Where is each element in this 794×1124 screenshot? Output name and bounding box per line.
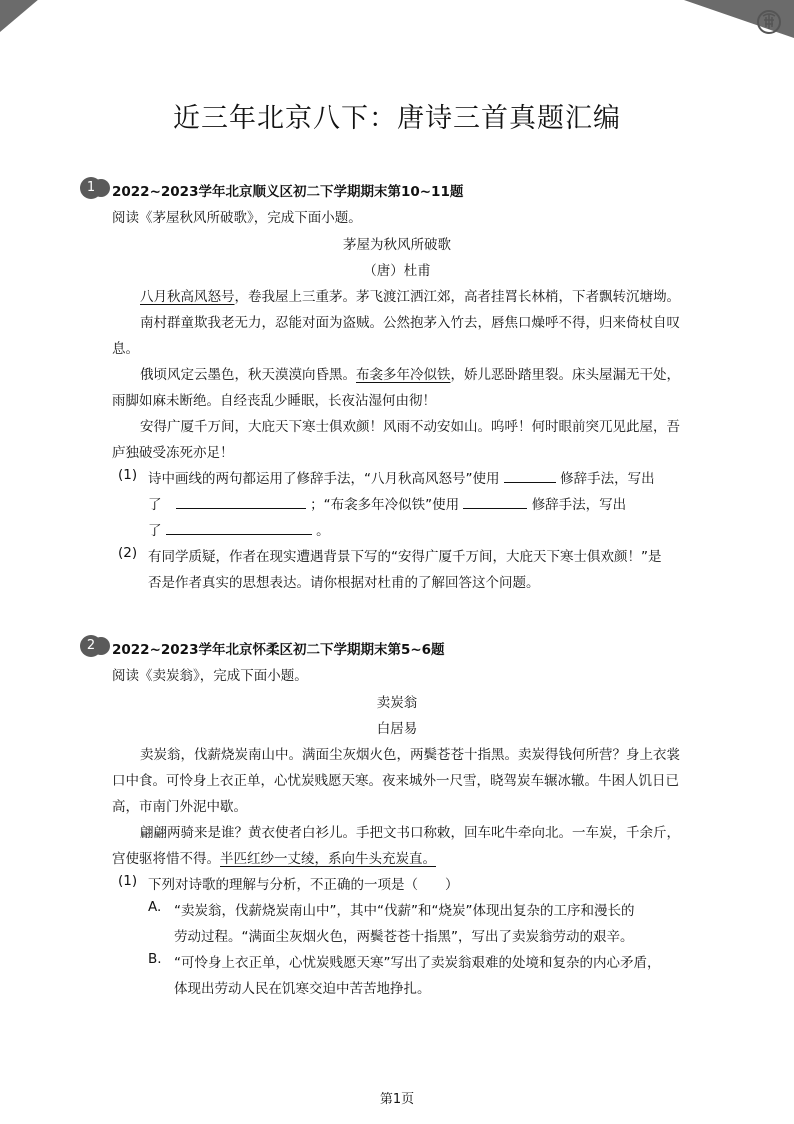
sub-question-part: 了 — [148, 523, 162, 539]
poem-line: 卖炭翁，伐薪烧炭南山中。满面尘灰烟火色，两鬓苍苍十指黑。卖炭得钱何所营？身上衣裳 — [140, 747, 680, 763]
question-intro: 阅读《卖炭翁》，完成下面小题。 — [112, 668, 308, 684]
poem-line: 南村群童欺我老无力，忍能对面为盗贼。公然抱茅入竹去，唇焦口燥呼不得，归来倚杖自叹 — [140, 315, 680, 331]
poem-title: 卖炭翁 — [376, 695, 418, 711]
sub-question-text — [148, 519, 330, 539]
sub-question-number: (1) — [118, 467, 138, 483]
question-intro: 阅读《茅屋秋风所破歌》，完成下面小题。 — [112, 210, 362, 226]
option-a-text: 劳动过程。“满面尘灰烟火色，两鬓苍苍十指黑”，写出了卖炭翁劳动的艰辛。 — [174, 929, 634, 945]
poem-line: 翩翩两骑来是谁？黄衣使者白衫儿。手把文书口称敕，回车叱牛牵向北。一车炭，千余斤， — [140, 825, 680, 841]
poem-text: ，卷我屋上三重茅。茅飞渡江洒江郊，高者挂罥长林梢，下者飘转沉塘坳。 — [234, 289, 680, 305]
answer-blank[interactable] — [463, 495, 527, 509]
sub-question-text: 否是作者真实的思想表达。请你根据对杜甫的了解回答这个问题。 — [148, 575, 540, 591]
page-number: 第1页 — [379, 1092, 415, 1107]
sub-question-part: 了 — [148, 497, 162, 513]
option-b-text: “可怜身上衣正单，心忧炭贱愿天寒”写出了卖炭翁艰难的处境和复杂的内心矛盾， — [174, 955, 661, 971]
sub-question-text: 有同学质疑，作者在现实遭遇背景下写的“安得广厦千万间，大庇天下寒士俱欢颜！”是 — [148, 549, 662, 565]
poem-line: 安得广厦千万间，大庇天下寒士俱欢颜！风雨不动安如山。呜呼！何时眼前突兀见此屋，吾 — [140, 419, 680, 435]
option-a-text: “卖炭翁，伐薪烧炭南山中”，其中“伐薪”和“烧炭”体现出复杂的工序和漫长的 — [174, 903, 635, 919]
sub-question-part: 修辞手法，写出 — [531, 497, 627, 513]
sub-question-text — [148, 493, 626, 513]
question-header: 2022~2023学年北京顺义区初二下学期期末第10~11题 — [112, 184, 464, 200]
sub-question-text: 下列对诗歌的理解与分析，不正确的一项是（ ） — [148, 877, 459, 893]
sub-question-part: ；“布衾多年冷似铁”使用 — [310, 497, 460, 513]
sub-question-part: 修辞手法，写出 — [560, 471, 655, 487]
poem-line: 庐独破受冻死亦足！ — [112, 445, 234, 461]
question-header: 2022~2023学年北京怀柔区初二下学期期末第5~6题 — [112, 642, 445, 658]
answer-blank[interactable] — [504, 469, 556, 483]
sub-question-text — [148, 467, 655, 487]
option-label-b[interactable]: B. — [148, 951, 162, 967]
underlined-phrase: 布衾多年冷似铁 — [356, 367, 451, 383]
poem-author: （唐）杜甫 — [363, 263, 431, 279]
poem-author: 白居易 — [376, 721, 418, 737]
poem-line — [140, 285, 680, 305]
underlined-phrase: 八月秋高风怒号 — [140, 289, 235, 305]
logo-icon — [754, 8, 784, 38]
question-number-badge: 1 — [80, 177, 102, 199]
poem-text: 俄顷风定云墨色，秋天漠漠向昏黑。 — [140, 367, 356, 383]
corner-decoration-left — [0, 0, 90, 32]
sub-question-part: 。 — [316, 523, 330, 539]
sub-question-number: (2) — [118, 545, 138, 561]
sub-question-part: 诗中画线的两句都运用了修辞手法，“八月秋高风怒号”使用 — [148, 471, 500, 487]
question-number-badge: 2 — [80, 635, 102, 657]
underlined-phrase: 半匹红纱一丈绫，系向牛头充炭直。 — [220, 851, 436, 867]
sub-question-number: (1) — [118, 873, 138, 889]
poem-line: 高，市南门外泥中歇。 — [112, 799, 247, 815]
poem-line — [140, 363, 680, 383]
poem-line: 息。 — [112, 341, 139, 357]
answer-blank[interactable] — [176, 495, 306, 509]
poem-title: 茅屋为秋风所破歌 — [343, 237, 451, 253]
option-label-a[interactable]: A. — [148, 899, 162, 915]
poem-line: 雨脚如麻未断绝。自经丧乱少睡眠，长夜沾湿何由彻！ — [112, 393, 436, 409]
poem-line: 口中食。可怜身上衣正单，心忧炭贱愿天寒。夜来城外一尺雪，晓驾炭车辗冰辙。牛困人饥日已 — [112, 773, 679, 789]
poem-text: 宫使驱将惜不得。 — [112, 851, 220, 867]
poem-text: ，娇儿恶卧踏里裂。床头屋漏无干处， — [450, 367, 680, 383]
option-b-text: 体现出劳动人民在饥寒交迫中苦苦地挣扎。 — [174, 981, 431, 997]
page-title: 近三年北京八下：唐诗三首真题汇编 — [173, 103, 621, 134]
answer-blank[interactable] — [166, 521, 312, 535]
poem-line — [112, 847, 436, 867]
